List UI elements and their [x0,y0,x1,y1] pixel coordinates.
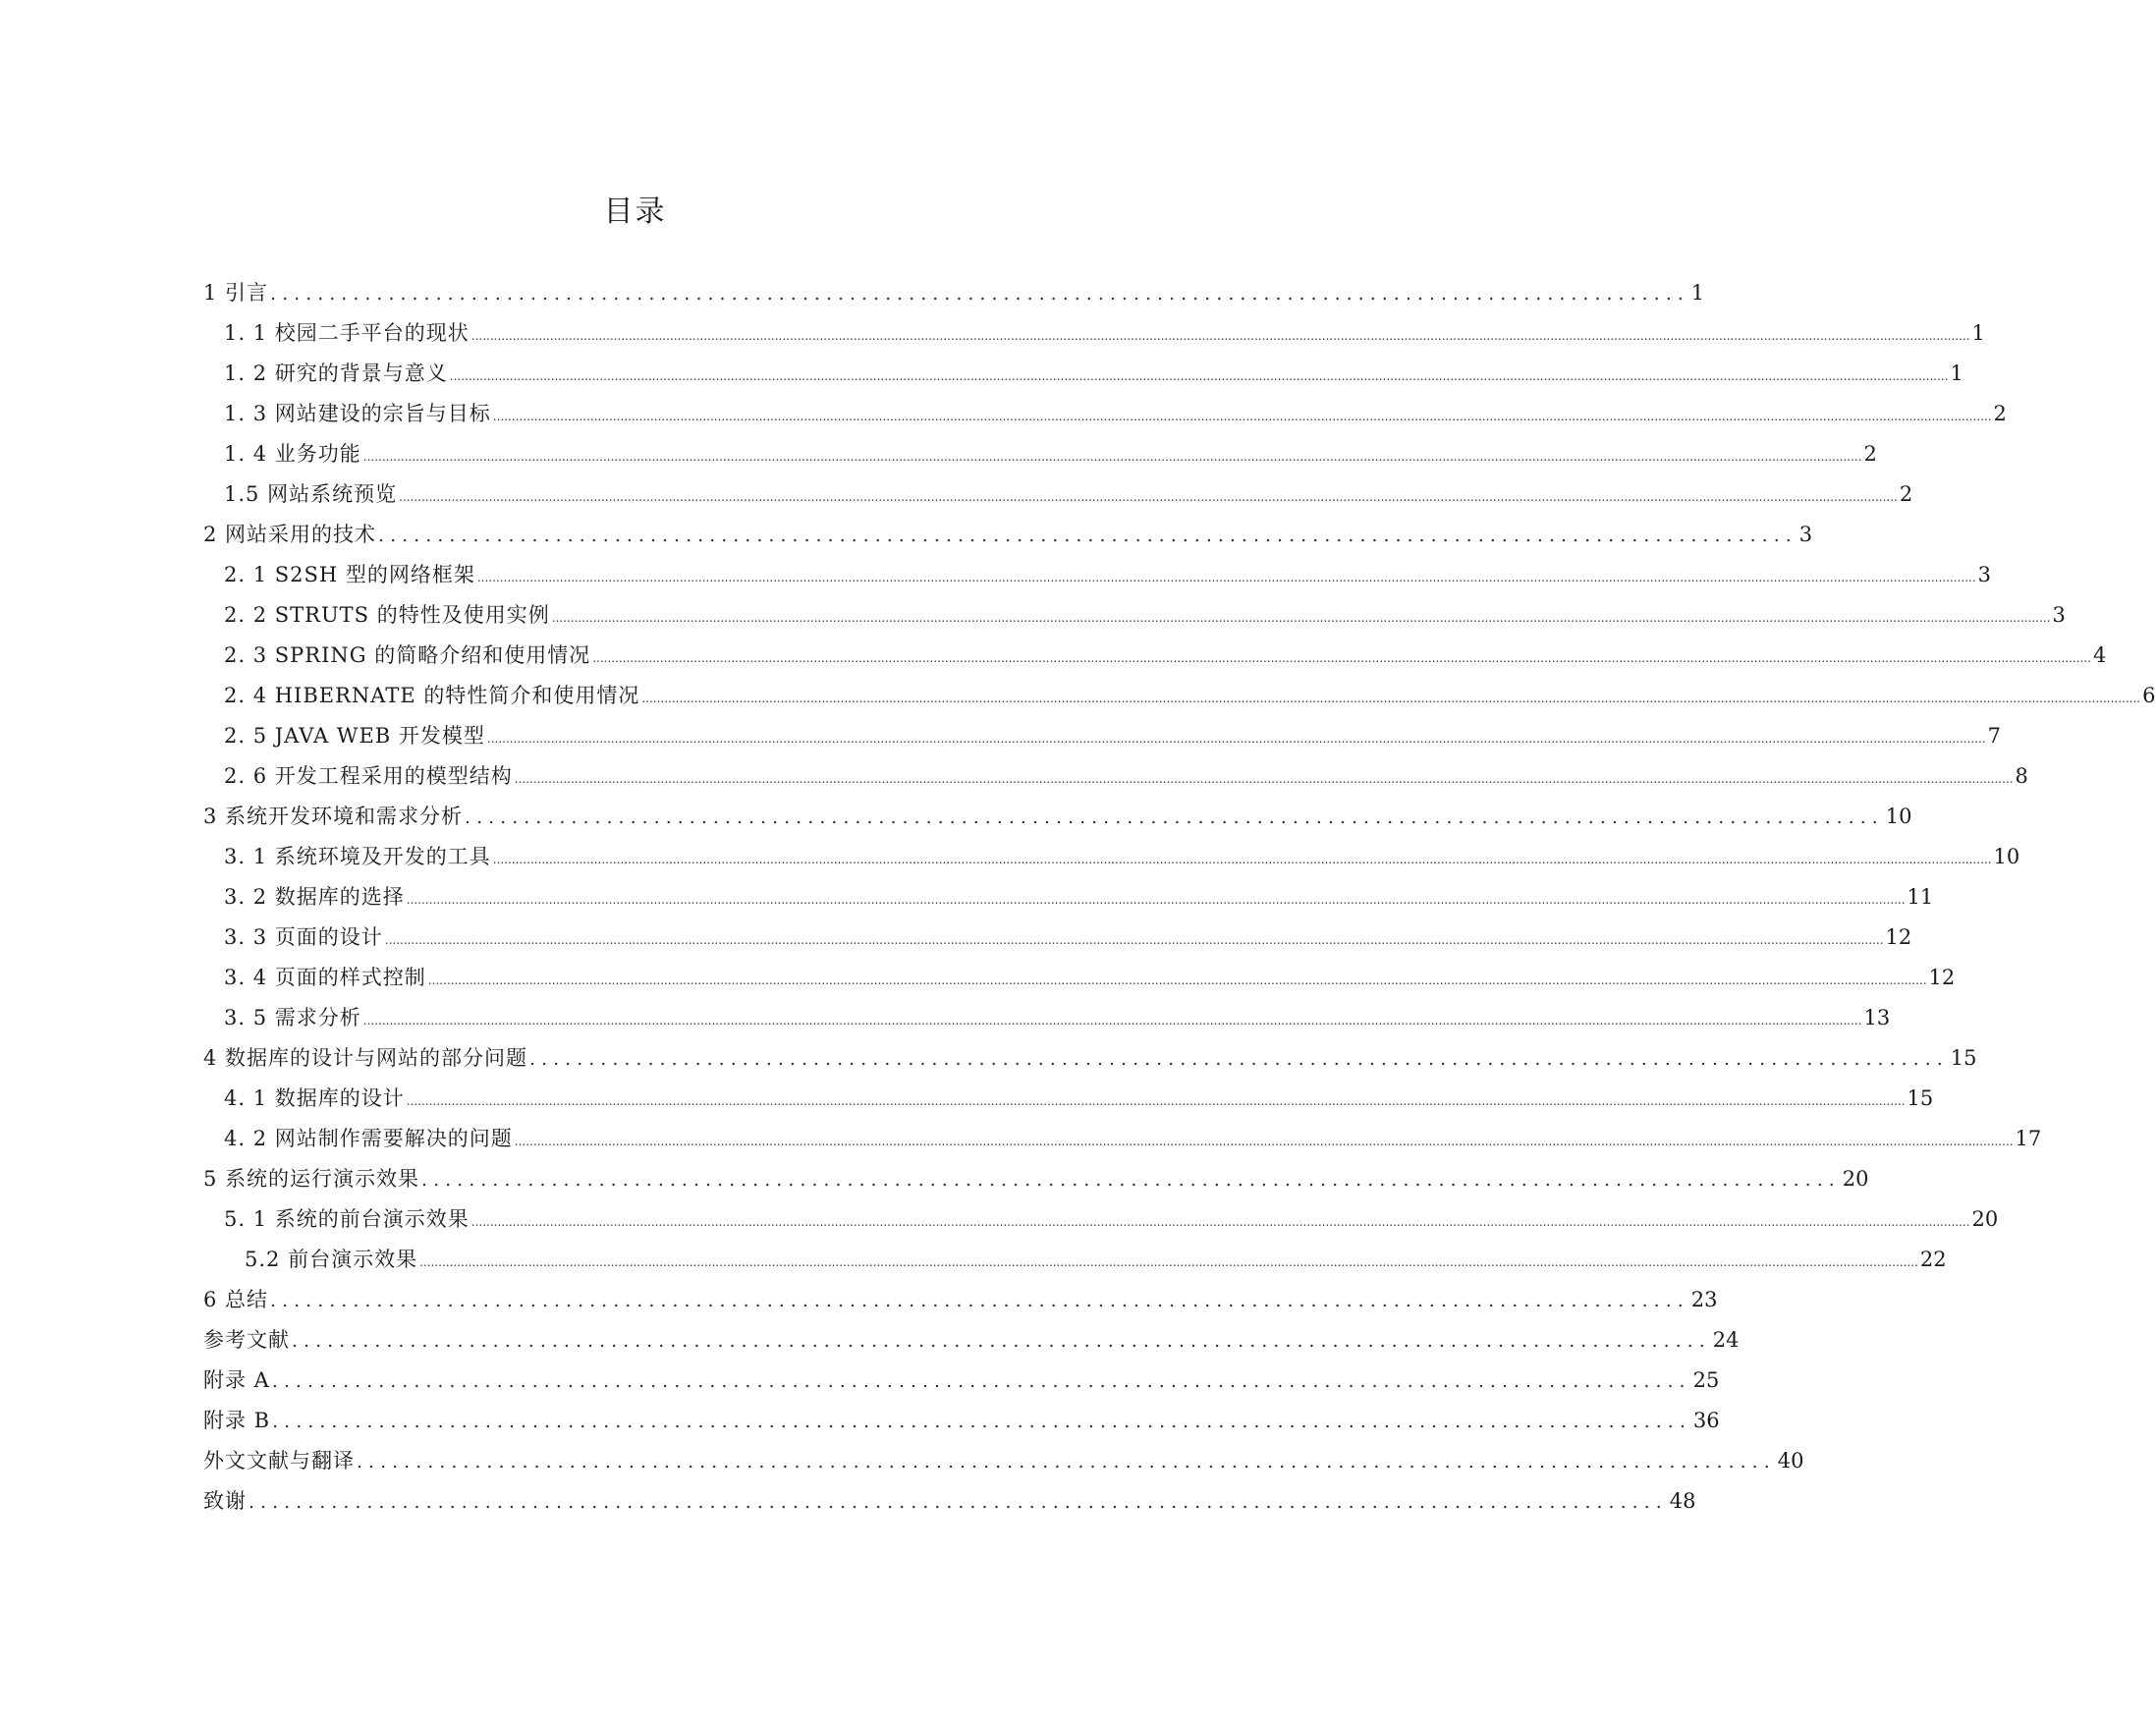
toc-page-number: 3 [2052,603,2066,627]
toc-entry[interactable] [203,1324,1740,1364]
toc-dot-leader: ................................................................................................................................................................................................................................................................................................................................................................................................................ [641,692,2141,705]
toc-entry[interactable] [203,438,1877,478]
toc-dot-leader: ................................................................................................................................................................................................................................................................................................................................................................................................................ [362,1014,1862,1028]
toc-dot-leader: ........................................................................................................................ [249,1491,1668,1513]
toc-entry[interactable] [203,519,1813,559]
toc-page-number: 25 [1692,1368,1720,1392]
toc-entry[interactable] [203,398,2007,438]
toc-page-number: 12 [1885,925,1912,949]
toc-entry[interactable] [203,1405,1720,1445]
toc-page-number: 13 [1863,1006,1891,1029]
toc-page-number: 24 [1712,1328,1740,1352]
toc-entry[interactable] [203,962,1956,1002]
toc-entry-label: 6 总结 [203,1288,269,1311]
toc-page-number: 40 [1777,1449,1804,1473]
toc-entry-label: 1.5 网站系统预览 [224,482,398,506]
toc-dot-leader: ................................................................................................................................................................................................................................................................................................................................................................................................................ [492,410,1992,423]
toc-entry[interactable] [203,801,1912,841]
toc-page-number: 10 [1885,805,1912,828]
toc-entry[interactable] [203,841,2020,881]
toc-entry[interactable] [203,478,1913,519]
toc-entry[interactable] [203,1203,1999,1244]
toc-entry[interactable] [203,317,1985,358]
toc-page-number: 12 [1928,966,1956,989]
toc-dot-leader: ................................................................................................................................................................................................................................................................................................................................................................................................................ [419,1255,1918,1269]
toc-entry[interactable] [203,1485,1696,1526]
toc-entry-label: 3 系统开发环境和需求分析 [203,805,464,828]
toc-entry[interactable] [203,639,2107,680]
toc-page-number: 17 [2015,1127,2042,1150]
toc-entry-label: 5.2 前台演示效果 [245,1248,418,1271]
toc-entry-label: 致谢 [203,1489,247,1513]
toc-entry[interactable] [203,1042,1977,1083]
toc-entry-label: 附录 B [203,1409,271,1432]
toc-entry-label: 参考文献 [203,1328,290,1352]
toc-entry[interactable] [203,1445,1804,1485]
toc-page-number: 20 [1971,1207,1999,1231]
toc-dot-leader: ........................................................................................................................ [270,283,1689,305]
toc-entry-label: 1. 1 校园二手平台的现状 [224,321,470,345]
toc-dot-leader: ........................................................................................................................ [378,525,1797,546]
toc-page-number: 3 [1798,523,1813,546]
toc-entry-label: 4. 2 网站制作需要解决的问题 [224,1127,513,1150]
toc-dot-leader: ................................................................................................................................................................................................................................................................................................................................................................................................................ [486,732,1986,746]
toc-entry-label: 4 数据库的设计与网站的部分问题 [203,1046,528,1070]
toc-entry-label: 2. 5 JAVA WEB 开发模型 [224,724,485,748]
toc-page-number: 4 [2092,643,2107,667]
toc-entry[interactable] [203,680,2156,720]
toc-dot-leader: ................................................................................................................................................................................................................................................................................................................................................................................................................ [551,611,2051,625]
toc-page-number: 11 [1907,885,1934,909]
toc-dot-leader: ........................................................................................................................ [465,806,1884,828]
toc-dot-leader: ........................................................................................................................ [357,1451,1776,1473]
table-of-contents [203,277,2156,1526]
toc-entry[interactable] [203,1244,1947,1284]
toc-entry-label: 3. 3 页面的设计 [224,925,383,949]
toc-entry-label: 1. 3 网站建设的宗旨与目标 [224,402,491,425]
toc-dot-leader: ........................................................................................................................ [529,1048,1949,1070]
toc-entry-label: 3. 1 系统环境及开发的工具 [224,845,491,868]
toc-page-number: 10 [1993,845,2020,868]
toc-entry-label: 5. 1 系统的前台演示效果 [224,1207,470,1231]
toc-entry-label: 1. 4 业务功能 [224,442,361,466]
toc-entry[interactable] [203,1163,1869,1203]
toc-page-number: 15 [1907,1086,1934,1110]
toc-entry-label: 3. 5 需求分析 [224,1006,361,1029]
toc-entry[interactable] [203,599,2066,639]
toc-entry[interactable] [203,559,1992,599]
toc-entry[interactable] [203,358,1963,398]
toc-dot-leader: ................................................................................................................................................................................................................................................................................................................................................................................................................ [449,369,1949,383]
toc-dot-leader: ................................................................................................................................................................................................................................................................................................................................................................................................................ [514,772,2014,786]
toc-entry-label: 外文文献与翻译 [203,1449,355,1473]
toc-entry[interactable] [203,1083,1934,1123]
toc-entry[interactable] [203,1123,2042,1163]
toc-entry-label: 2. 1 S2SH 型的网络框架 [224,563,475,586]
toc-page-number: 8 [2015,764,2028,788]
toc-page-number: 2 [1899,482,1913,506]
toc-entry[interactable] [203,277,1705,317]
toc-entry[interactable] [203,921,1912,962]
toc-entry[interactable] [203,760,2028,801]
toc-dot-leader: ................................................................................................................................................................................................................................................................................................................................................................................................................ [406,1094,1906,1108]
toc-page-number: 48 [1669,1489,1696,1513]
toc-dot-leader: ........................................................................................................................ [272,1411,1691,1432]
toc-dot-leader: ................................................................................................................................................................................................................................................................................................................................................................................................................ [406,893,1906,907]
toc-entry-label: 5 系统的运行演示效果 [203,1167,420,1191]
page-title: 目录 [603,195,667,229]
toc-entry-label: 4. 1 数据库的设计 [224,1086,405,1110]
toc-dot-leader: ................................................................................................................................................................................................................................................................................................................................................................................................................ [384,933,1884,947]
toc-entry-label: 3. 2 数据库的选择 [224,885,405,909]
toc-dot-leader: ................................................................................................................................................................................................................................................................................................................................................................................................................ [592,651,2091,665]
toc-dot-leader: ................................................................................................................................................................................................................................................................................................................................................................................................................ [514,1135,2014,1148]
toc-entry-label: 2. 4 HIBERNATE 的特性简介和使用情况 [224,684,640,707]
toc-entry-label: 2 网站采用的技术 [203,523,377,546]
toc-dot-leader: ................................................................................................................................................................................................................................................................................................................................................................................................................ [492,853,1992,866]
toc-dot-leader: ........................................................................................................................ [421,1169,1841,1191]
toc-page-number: 2 [1863,442,1877,466]
toc-entry[interactable] [203,1002,1891,1042]
toc-entry[interactable] [203,1364,1720,1405]
toc-entry-label: 2. 3 SPRING 的简略介绍和使用情况 [224,643,591,667]
toc-dot-leader: ................................................................................................................................................................................................................................................................................................................................................................................................................ [362,450,1862,464]
toc-page-number: 36 [1692,1409,1720,1432]
toc-page-number: 3 [1977,563,1992,586]
toc-dot-leader: ........................................................................................................................ [270,1290,1689,1311]
toc-dot-leader: ........................................................................................................................ [292,1330,1711,1352]
toc-dot-leader: ................................................................................................................................................................................................................................................................................................................................................................................................................ [470,329,1970,343]
toc-dot-leader: ................................................................................................................................................................................................................................................................................................................................................................................................................ [427,973,1927,987]
toc-page-number: 1 [1971,321,1985,345]
toc-page-number: 7 [1987,724,2002,748]
toc-page-number: 20 [1842,1167,1869,1191]
toc-page-number: 23 [1690,1288,1718,1311]
toc-entry-label: 2. 6 开发工程采用的模型结构 [224,764,513,788]
toc-entry[interactable] [203,881,1934,921]
toc-dot-leader: ........................................................................................................................ [271,1370,1691,1392]
toc-dot-leader: ................................................................................................................................................................................................................................................................................................................................................................................................................ [470,1215,1970,1229]
toc-entry-label: 3. 4 页面的样式控制 [224,966,426,989]
toc-entry-label: 附录 A [203,1368,270,1392]
toc-entry-label: 1. 2 研究的背景与意义 [224,361,448,385]
toc-dot-leader: ................................................................................................................................................................................................................................................................................................................................................................................................................ [399,490,1898,504]
toc-page-number: 22 [1919,1248,1947,1271]
toc-dot-leader: ................................................................................................................................................................................................................................................................................................................................................................................................................ [476,571,1976,584]
toc-entry-label: 1 引言 [203,281,269,305]
toc-entry[interactable] [203,720,2002,760]
toc-page-number: 6 [2142,684,2156,707]
toc-page-number: 1 [1950,361,1963,385]
toc-page-number: 1 [1690,281,1705,305]
toc-entry[interactable] [203,1284,1718,1324]
toc-page-number: 2 [1993,402,2007,425]
toc-entry-label: 2. 2 STRUTS 的特性及使用实例 [224,603,550,627]
toc-page-number: 15 [1950,1046,1977,1070]
